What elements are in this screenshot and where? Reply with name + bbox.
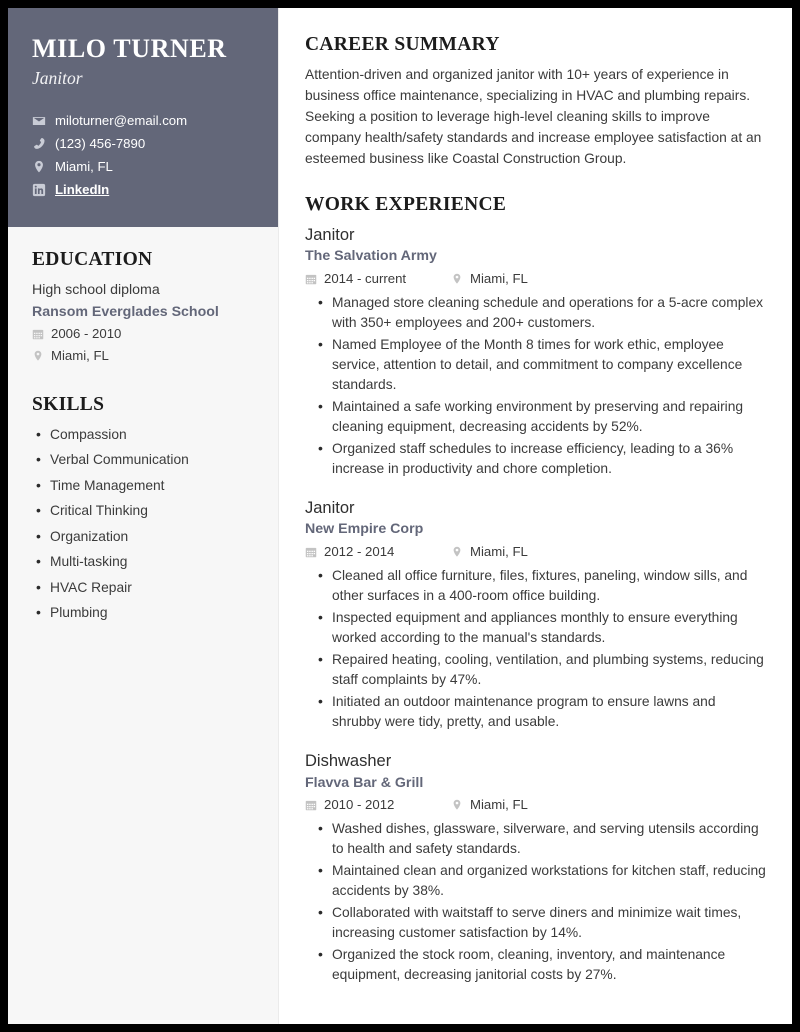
- list-item: • Managed store cleaning schedule and operations for a 5-acre complex with 350+ employees and 200+ customers.: [305, 293, 766, 333]
- list-item: • Initiated an outdoor maintenance program to ensure lawns and shrubby were tidy, pretty, and usable.: [305, 692, 766, 732]
- career-summary-heading: CAREER SUMMARY: [305, 34, 500, 55]
- job-role: Janitor: [305, 498, 355, 517]
- career-summary-section: [305, 34, 766, 170]
- job-bullets: [305, 293, 766, 479]
- education-section: [32, 249, 254, 366]
- resume-page: [8, 8, 792, 1024]
- job-dates: 2014 - current: [324, 271, 407, 287]
- education-location: Miami, FL: [51, 347, 109, 363]
- skills-section: [32, 394, 254, 624]
- map-pin-icon: [451, 546, 463, 558]
- main-content: [279, 8, 792, 1024]
- list-item: • Organization: [32, 527, 254, 547]
- job-role: Janitor: [305, 225, 355, 244]
- job-bullets: [305, 566, 766, 732]
- contact-item-phone[interactable]: [32, 134, 254, 154]
- job-role: Dishwasher: [305, 752, 392, 771]
- contact-item-linkedin[interactable]: [32, 180, 254, 200]
- skills-list: [32, 425, 254, 624]
- education-dates: 2006 - 2010: [51, 326, 122, 342]
- job-dates: 2012 - 2014: [324, 544, 395, 560]
- education-location-row: [32, 346, 254, 366]
- job-dates: 2010 - 2012: [324, 797, 395, 813]
- skills-heading: SKILLS: [32, 393, 105, 415]
- list-item: • Multi-tasking: [32, 552, 254, 572]
- calendar-icon: [305, 799, 317, 811]
- job-company: The Salvation Army: [305, 248, 437, 265]
- job-meta: [305, 269, 766, 289]
- list-item: • Time Management: [32, 476, 254, 496]
- list-item: • Critical Thinking: [32, 501, 254, 521]
- job-location: Miami, FL: [470, 544, 528, 560]
- list-item: • HVAC Repair: [32, 578, 254, 598]
- contact-phone-text: (123) 456-7890: [55, 136, 146, 152]
- sidebar: [8, 8, 279, 1024]
- contact-item-location: [32, 157, 254, 177]
- map-pin-icon: [451, 799, 463, 811]
- education-school: Ransom Everglades School: [32, 303, 219, 320]
- candidate-name: MILO TURNER: [32, 34, 227, 63]
- list-item: • Named Employee of the Month 8 times for work ethic, employee service, attention to detail, and commitment to company excellence standards.: [305, 335, 766, 395]
- work-experience-heading: WORK EXPERIENCE: [305, 193, 507, 215]
- job-company: Flavva Bar & Grill: [305, 774, 424, 791]
- job-location: Miami, FL: [470, 797, 528, 813]
- list-item: • Plumbing: [32, 603, 254, 623]
- job-location-row: [451, 795, 528, 815]
- list-item: • Compassion: [32, 425, 254, 445]
- work-experience-item: [305, 225, 766, 479]
- candidate-job-title: Janitor: [32, 68, 83, 89]
- list-item: • Organized the stock room, cleaning, inventory, and maintenance equipment, decreasing janitorial costs by 27%.: [305, 945, 766, 985]
- job-location-row: [451, 542, 528, 562]
- job-dates-row: [305, 269, 451, 289]
- contact-linkedin-link[interactable]: LinkedIn: [55, 181, 110, 197]
- phone-icon: [32, 137, 46, 151]
- job-meta: [305, 542, 766, 562]
- list-item: • Maintained clean and organized workstations for kitchen staff, reducing accidents by 38%.: [305, 861, 766, 901]
- work-experience-item: [305, 751, 766, 985]
- contact-email-text: miloturner@email.com: [55, 113, 188, 129]
- map-pin-icon: [32, 350, 44, 362]
- education-degree: High school diploma: [32, 281, 160, 298]
- work-experience-section: [305, 194, 766, 985]
- map-pin-icon: [32, 160, 46, 174]
- job-meta: [305, 795, 766, 815]
- sidebar-body: [8, 227, 278, 623]
- job-bullets: [305, 819, 766, 985]
- list-item: • Verbal Communication: [32, 450, 254, 470]
- list-item: • Collaborated with waitstaff to serve diners and minimize wait times, increasing customer satisfaction by 14%.: [305, 903, 766, 943]
- list-item: • Inspected equipment and appliances monthly to ensure everything worked according to the manual's standards.: [305, 608, 766, 648]
- sidebar-header: [8, 8, 278, 227]
- job-location: Miami, FL: [470, 271, 528, 287]
- list-item: • Cleaned all office furniture, files, fixtures, paneling, window sills, and other surfaces in a 400-room office building.: [305, 566, 766, 606]
- job-dates-row: [305, 542, 451, 562]
- contact-item-email[interactable]: [32, 111, 254, 131]
- list-item: • Maintained a safe working environment by preserving and repairing cleaning equipment, decreasing accidents by 52%.: [305, 397, 766, 437]
- contact-list: [32, 111, 254, 200]
- work-experience-item: [305, 498, 766, 732]
- envelope-icon: [32, 114, 46, 128]
- calendar-icon: [305, 546, 317, 558]
- calendar-icon: [32, 328, 44, 340]
- calendar-icon: [305, 273, 317, 285]
- linkedin-icon: [32, 183, 46, 197]
- job-company: New Empire Corp: [305, 521, 424, 538]
- contact-location-text: Miami, FL: [55, 159, 113, 175]
- list-item: • Organized staff schedules to increase efficiency, leading to a 36% increase in productivity and chore completion.: [305, 439, 766, 479]
- list-item: • Washed dishes, glassware, silverware, and serving utensils according to health and safety standards.: [305, 819, 766, 859]
- education-heading: EDUCATION: [32, 248, 153, 270]
- list-item: • Repaired heating, cooling, ventilation, and plumbing systems, reducing staff complaints by 47%.: [305, 650, 766, 690]
- education-dates-row: [32, 324, 254, 344]
- job-dates-row: [305, 795, 451, 815]
- map-pin-icon: [451, 273, 463, 285]
- job-location-row: [451, 269, 528, 289]
- career-summary-text: Attention-driven and organized janitor with 10+ years of experience in business office maintenance, specializing in HVAC and plumbing repairs. Seeking a position to leverage high-level cleaning skills to improve company health/safety standards and increase employee satisfaction at an esteemed business like Coastal Construction Group.: [305, 67, 762, 166]
